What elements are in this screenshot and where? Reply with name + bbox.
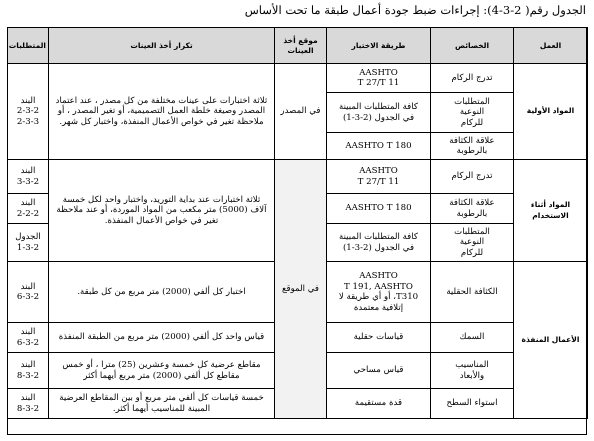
frequency-cell: ثلاثة اختبارات عند بداية التوريد، واختبار واحد لكل خمسة آلاف (5000) متر مكعب من المواد الموردة، أو عند ملاحظة تغير في خواص الأعمال المنفذة. [49,160,275,262]
work-raw-materials: المواد الأولية [514,64,588,160]
frequency-cell: ثلاثة اختبارات على عينات مختلفة من كل مصدر ، عند اعتماد المصدر وصيغة خلطة العمل التصميمية، أو تغير المصدر ، أو ملاحظة تغير في خواص الأعمال المنفذة، واختبار كل شهر. [49,64,275,160]
work-executed: الأعمال المنفذة [514,262,588,419]
test-method-cell: قياس مساحي [327,353,431,389]
header-characteristics: الخصائص [431,28,514,64]
header-row [8,28,588,64]
table-caption: الجدول رقم( 2-3-4): إجراءات ضبط جودة أعمال طبقة ما تحت الأساس [244,3,586,17]
requirement-cell: البند 2-3-2 2-3-3 [8,64,49,160]
characteristic-cell: علاقة الكثافة بالرطوبة [431,194,514,224]
requirement-cell: البند 6-3-2 [8,262,49,323]
requirement-cell: البند 3-3-2 [8,160,49,194]
requirement-cell: البند 2-2-2 [8,194,49,224]
requirement-cell: البند 6-3-2 [8,323,49,353]
test-method-cell: كافة المتطلبات المبينة في الجدول (2-3-1) [327,224,431,262]
characteristic-cell: تدرج الركام [431,64,514,93]
requirement-cell: الجدول 1-3-2 [8,224,49,262]
test-method-cell: AASHTO T 27/T 11 [327,160,431,194]
characteristic-cell: المناسيب والأبعاد [431,353,514,389]
header-frequency: تكرار أخذ العينات [49,28,275,64]
test-method-cell: AASHTO T 191, AASHTO T310، أو أي طريقة لا إتلافية معتمدة [327,262,431,323]
characteristic-cell: المتطلبات النوعية للركام [431,93,514,133]
characteristic-cell: تدرج الركام [431,160,514,194]
header-test-method: طريقة الاختبار [327,28,431,64]
characteristic-cell: استواء السطح [431,389,514,419]
requirement-cell: البند 8-3-2 [8,389,49,419]
frequency-cell: خمسة قياسات كل ألفي متر مربع أو بين المقاطع العرضية المبينة للمناسيب أيهما أكثر. [49,389,275,419]
work-materials-in-use: المواد أثناء الاستخدام [514,160,588,262]
test-method-cell: AASHTO T 180 [327,194,431,224]
header-requirements: المتطلبات [8,28,49,64]
table-row [8,64,588,93]
sample-location-source: في المصدر [275,64,327,160]
quality-control-table [7,27,588,419]
test-method-cell: قياسات حقلية [327,323,431,353]
characteristic-cell: المتطلبات النوعية للركام [431,224,514,262]
test-method-cell: قدة مستقيمة [327,389,431,419]
test-method-cell: AASHTO T 180 [327,133,431,160]
header-work: العمل [514,28,588,64]
table-row [8,160,588,194]
requirement-cell: البند 8-3-2 [8,353,49,389]
sample-location-site: في الموقع [275,160,327,419]
characteristic-cell: السمك [431,323,514,353]
test-method-cell: AASHTO T 27/T 11 [327,64,431,93]
characteristic-cell: الكثافة الحقلية [431,262,514,323]
header-sample-location: موقع أخذ العينات [275,28,327,64]
characteristic-cell: علاقة الكثافة بالرطوبة [431,133,514,160]
frequency-cell: قياس واحد كل ألفي (2000) متر مربع من الطبقة المنفذة [49,323,275,353]
frequency-cell: اختبار كل ألفي (2000) متر مربع من كل طبقة. [49,262,275,323]
frequency-cell: مقاطع عرضية كل خمسة وعشرين (25) مترا ، أو خمس مقاطع كل ألفي (2000) متر مربع أيهما أكثر [49,353,275,389]
test-method-cell: كافة المتطلبات المبينة في الجدول (2-3-1) [327,93,431,133]
